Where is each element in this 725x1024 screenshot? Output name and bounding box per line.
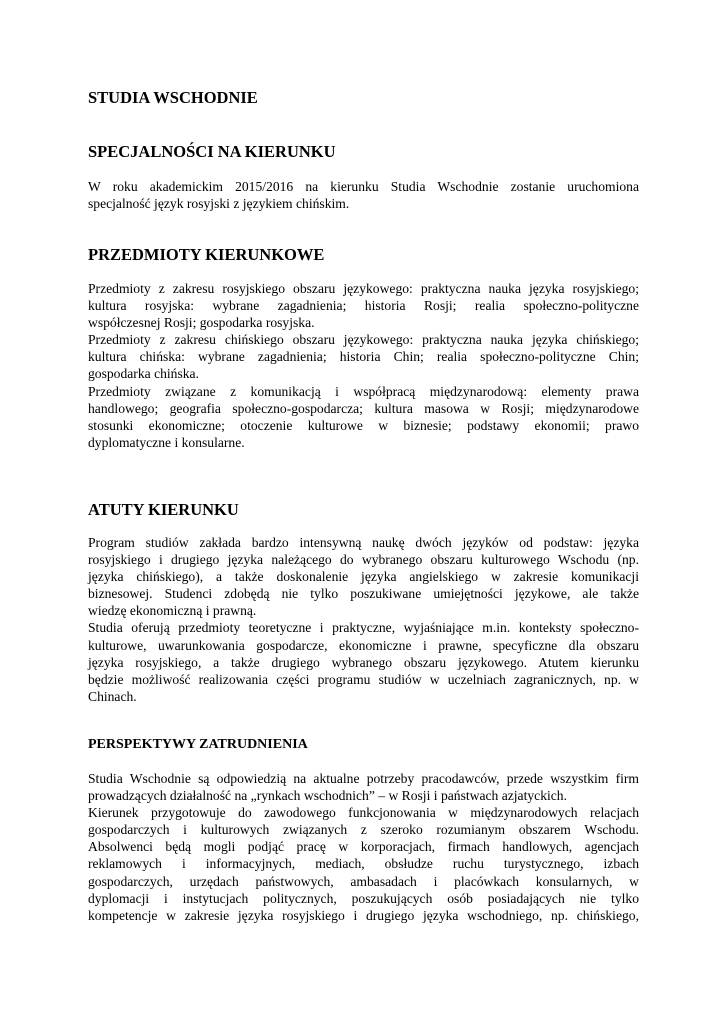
section-body-przedmioty	[88, 280, 639, 451]
text-line: języka chińskiego), a także doskonalenie języka angielskiego w zakresie komunikacji	[88, 569, 639, 585]
text-line: Przedmioty z zakresu chińskiego obszaru językowego: praktyczna nauka języka chińskiego;	[88, 332, 639, 348]
section-body-perspektywy	[88, 770, 639, 924]
text-line: języka rosyjskiego, a także drugiego wybranego obszaru językowego. Atutem kierunku	[88, 654, 639, 670]
text-line: kulturowe, uwarunkowania gospodarcze, ekonomiczne i prawne, specyficzne dla obszaru	[88, 637, 639, 653]
text-line: biznesowej. Studenci zdobędą nie tylko poszukiwane umiejętności językowe, ale także	[88, 586, 639, 602]
text-line: Przedmioty z zakresu rosyjskiego obszaru językowego: praktyczna nauka języka rosyjskiego;	[88, 281, 639, 296]
text-line: współczesnej Rosji; gospodarka rosyjska.	[88, 315, 315, 331]
text-line: prowadzących działalność na „rynkach wschodnich” – w Rosji i państwach azjatyckich.	[88, 788, 568, 804]
text-line: gospodarczych i kulturowych związanych z szeroko rozumianym obszarem Wschodu.	[88, 822, 639, 838]
text-line: gospodarka chińska.	[88, 366, 199, 382]
text-line: specjalność język rosyjski z językiem chińskim.	[88, 196, 350, 212]
text-line: kultura rosyjska: wybrane zagadnienia; historia Rosji; realia społeczno-polityczne	[88, 298, 639, 314]
text-line: dyplomatyczne i konsularne.	[88, 434, 245, 450]
text-line: dyplomacji i instytucjach politycznych, poszukujących osób posiadających nie tylko	[88, 890, 639, 906]
section-heading-specjalnosci: SPECJALNOŚCI NA KIERUNKU	[88, 142, 336, 161]
text-line: reklamowych i informacyjnych, mediach, obsłudze ruchu turystycznego, izbach	[88, 856, 639, 872]
text-line: kultura chińska: wybrane zagadnienia; historia Chin; realia społeczno-polityczne Chin;	[88, 349, 639, 365]
text-line: Przedmioty związane z komunikacją i współpracą międzynarodową: elementy prawa	[88, 383, 639, 399]
text-line: Kierunek przygotowuje do zawodowego funkcjonowania w międzynarodowych relacjach	[88, 805, 639, 821]
text-line: W roku akademickim 2015/2016 na kierunku Studia Wschodnie zostanie uruchomiona	[88, 179, 639, 194]
document-title: STUDIA WSCHODNIE	[88, 88, 258, 107]
text-line: handlowego; geografia społeczno-gospodarcza; kultura masowa w Rosji; międzynarodowe	[88, 400, 639, 416]
text-line: Absolwenci będą mogli podjąć pracę w korporacjach, firmach handlowych, agencjach	[88, 839, 639, 855]
text-line: Studia Wschodnie są odpowiedzią na aktualne potrzeby pracodawców, przede wszystkim firm	[88, 771, 639, 786]
text-line: wiedzę ekonomiczną i prawną.	[88, 603, 257, 619]
text-line: rosyjskiego i drugiego języka należącego do wybranego obszaru kulturowego Wschodu (np.	[88, 552, 639, 568]
section-heading-przedmioty: PRZEDMIOTY KIERUNKOWE	[88, 245, 325, 264]
section-body-atuty	[88, 534, 639, 705]
text-line: gospodarczych, urzędach państwowych, ambasadach i placówkach konsularnych, w	[88, 873, 639, 889]
text-line: kompetencje w zakresie języka rosyjskiego i drugiego języka wschodniego, np. chińskiego,	[88, 907, 639, 923]
text-line: Chinach.	[88, 688, 137, 704]
section-heading-perspektywy: PERSPEKTYWY ZATRUDNIENIA	[88, 737, 308, 752]
section-heading-atuty: ATUTY KIERUNKU	[88, 500, 239, 519]
text-line: Program studiów zakłada bardzo intensywną naukę dwóch języków od podstaw: języka	[88, 535, 639, 550]
text-line: będzie możliwość realizowania części programu studiów w uczelniach zagranicznych, np. w	[88, 671, 639, 687]
text-line: stosunki ekonomiczne; otoczenie kulturowe w biznesie; podstawy ekonomii; prawo	[88, 417, 639, 433]
text-line: Studia oferują przedmioty teoretyczne i praktyczne, wyjaśniające m.in. konteksty społeczno-	[88, 620, 639, 636]
section-body-specjalnosci	[88, 178, 639, 212]
